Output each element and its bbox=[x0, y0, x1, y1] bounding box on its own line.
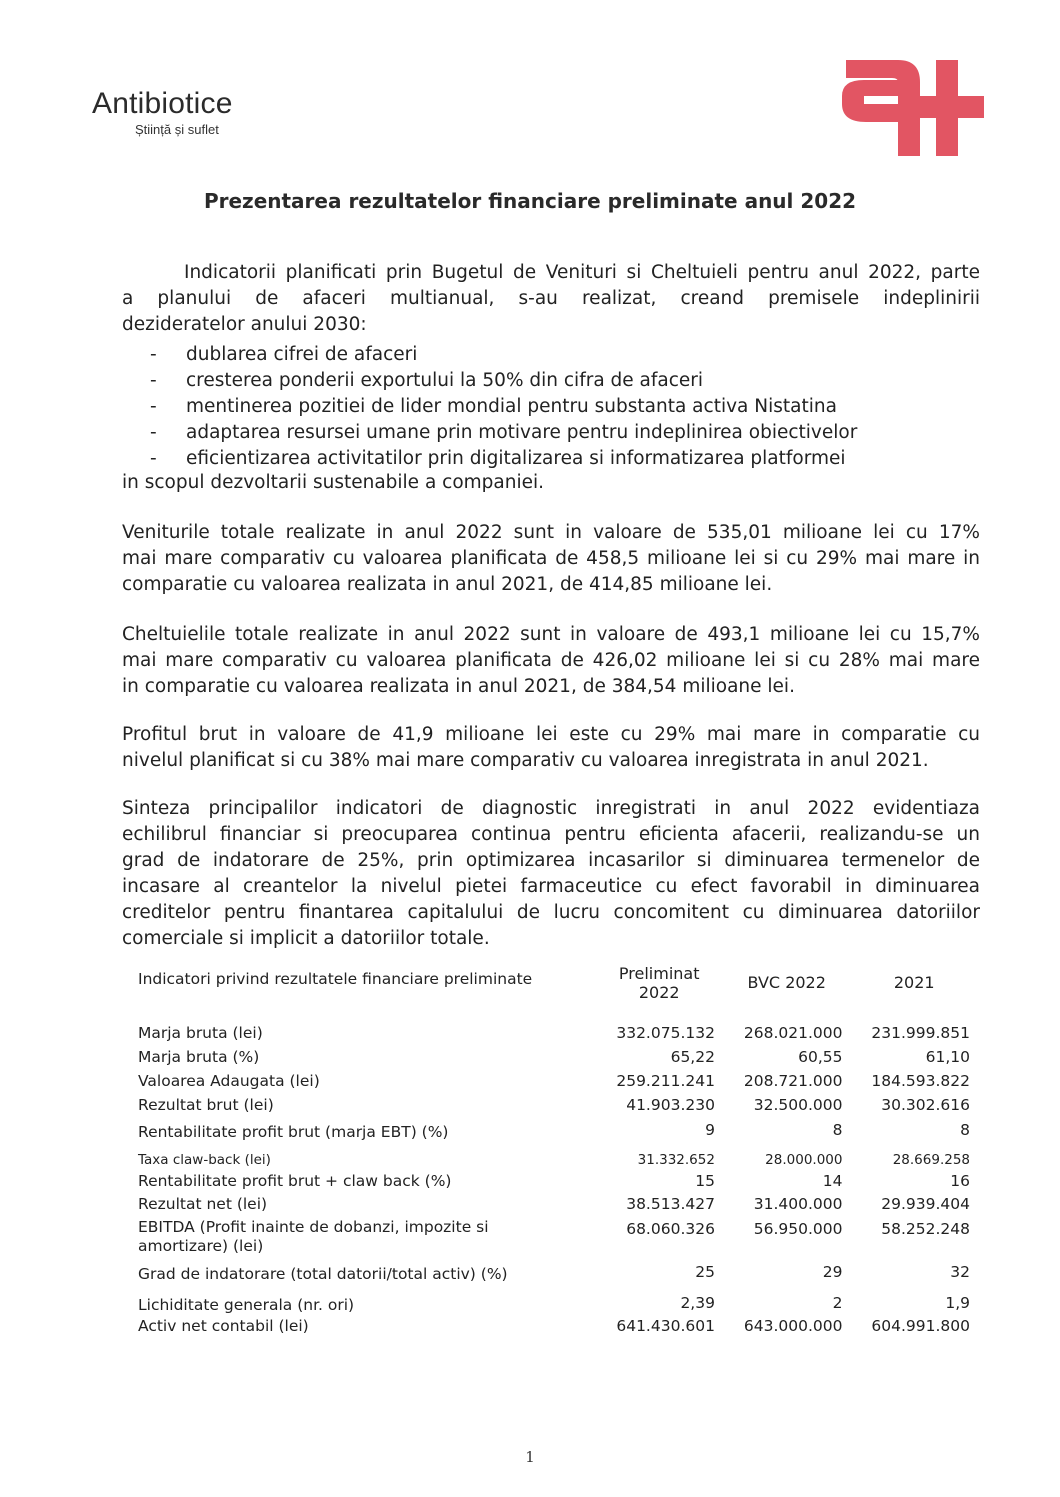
row-label: Rentabilitate profit brut (marja EBT) (%) bbox=[138, 1123, 449, 1141]
a-plus-logo-icon bbox=[836, 52, 988, 162]
list-item-text: eficientizarea activitatilor prin digitalizarea si informatizarea platformei bbox=[186, 448, 846, 469]
header-bvc: BVC 2022 bbox=[747, 973, 826, 992]
cell-2021: 61,10 bbox=[925, 1048, 970, 1066]
cell-preliminat: 31.332.652 bbox=[637, 1152, 715, 1168]
cell-2021: 58.252.248 bbox=[881, 1220, 970, 1238]
cell-2021: 184.593.822 bbox=[871, 1072, 970, 1090]
cell-bvc: 28.000.000 bbox=[765, 1152, 843, 1168]
cell-preliminat: 65,22 bbox=[670, 1048, 715, 1066]
table-row bbox=[138, 1091, 978, 1115]
cell-bvc: 56.950.000 bbox=[753, 1220, 843, 1238]
cell-preliminat: 68.060.326 bbox=[626, 1220, 715, 1238]
objectives-list bbox=[150, 342, 857, 472]
paragraph-line: creditelor pentru finantarea capitalului de lucru concomitent cu diminuarea datoriilor bbox=[122, 902, 980, 923]
table-row bbox=[138, 1284, 978, 1315]
list-item bbox=[150, 420, 857, 446]
bullet-marker: - bbox=[150, 396, 157, 417]
cell-bvc: 8 bbox=[832, 1121, 843, 1139]
table-row bbox=[138, 1256, 978, 1284]
cell-preliminat: 332.075.132 bbox=[616, 1024, 715, 1042]
cell-2021: 29.939.404 bbox=[881, 1195, 970, 1213]
page-title: Prezentarea rezultatelor financiare preliminate anul 2022 bbox=[203, 189, 857, 213]
paragraph-line: nivelul planificat si cu 38% mai mare comparativ cu valoarea inregistrata in anul 2021. bbox=[122, 750, 929, 771]
brand-name: Antibiotice bbox=[92, 87, 233, 120]
bullet-marker: - bbox=[150, 370, 157, 391]
intro-line: a planului de afaceri multianual, s-au realizat, creand premisele indeplinirii bbox=[122, 288, 980, 309]
cell-bvc: 32.500.000 bbox=[753, 1096, 843, 1114]
cell-bvc: 29 bbox=[822, 1263, 843, 1281]
paragraph-line: in comparatie cu valoarea realizata in anul 2021, de 384,54 milioane lei. bbox=[122, 676, 795, 697]
header-indicator: Indicatori privind rezultatele financiare preliminate bbox=[138, 970, 533, 988]
cell-bvc: 14 bbox=[822, 1172, 843, 1190]
table-row bbox=[138, 1002, 978, 1043]
intro-paragraph bbox=[122, 260, 980, 338]
row-label: Valoarea Adaugata (lei) bbox=[138, 1072, 320, 1090]
cell-2021: 30.302.616 bbox=[881, 1096, 970, 1114]
list-item bbox=[150, 342, 857, 368]
row-label: Rezultat net (lei) bbox=[138, 1195, 268, 1213]
cell-2021: 16 bbox=[950, 1172, 970, 1190]
paragraph-line: mai mare comparativ cu valoarea planificata de 426,02 milioane lei si cu 28% mai mare bbox=[122, 650, 980, 671]
cell-2021: 604.991.800 bbox=[871, 1317, 970, 1335]
table-row bbox=[138, 1142, 978, 1170]
profit-paragraph bbox=[122, 722, 980, 774]
header-preliminat bbox=[595, 964, 723, 1002]
paragraph-line: Veniturile totale realizate in anul 2022 sunt in valoare de 535,01 milioane lei cu 17% bbox=[122, 522, 980, 543]
table-row bbox=[138, 1067, 978, 1091]
row-label: Activ net contabil (lei) bbox=[138, 1317, 309, 1335]
cell-bvc: 2 bbox=[832, 1294, 843, 1312]
table-header-row bbox=[138, 964, 978, 1002]
expenses-paragraph bbox=[122, 622, 980, 700]
brand-block bbox=[92, 88, 233, 137]
list-item-text: cresterea ponderii exportului la 50% din cifra de afaceri bbox=[186, 370, 704, 391]
row-label: Lichiditate generala (nr. ori) bbox=[138, 1296, 355, 1314]
paragraph-line: incasare al creantelor la nivelul pietei farmaceutice cu efect favorabil in diminuarea bbox=[122, 876, 980, 897]
paragraph-line: comparatie cu valoarea realizata in anul 2021, de 414,85 milioane lei. bbox=[122, 574, 773, 595]
table-row bbox=[138, 1191, 978, 1214]
bullet-marker: - bbox=[150, 344, 157, 365]
list-item bbox=[150, 394, 857, 420]
cell-preliminat: 25 bbox=[695, 1263, 715, 1281]
row-label-line: EBITDA (Profit inainte de dobanzi, impozite si bbox=[138, 1218, 489, 1236]
paragraph-line: comerciale si implicit a datoriilor totale. bbox=[122, 928, 490, 949]
row-label: Rezultat brut (lei) bbox=[138, 1096, 274, 1114]
row-label: Marja bruta (%) bbox=[138, 1048, 260, 1066]
paragraph-line: mai mare comparativ cu valoarea planificata de 458,5 milioane lei si cu 29% mai mare in bbox=[122, 548, 980, 569]
list-item-text: dublarea cifrei de afaceri bbox=[186, 344, 418, 365]
page-number: 1 bbox=[525, 1448, 535, 1466]
row-label-ebitda bbox=[138, 1214, 595, 1256]
intro-line: dezideratelor anului 2030: bbox=[122, 314, 367, 335]
header-2021: 2021 bbox=[893, 973, 935, 992]
bullet-marker: - bbox=[150, 422, 157, 443]
table-row bbox=[138, 1043, 978, 1067]
cell-preliminat: 38.513.427 bbox=[626, 1195, 715, 1213]
list-item bbox=[150, 446, 857, 472]
row-label: Marja bruta (lei) bbox=[138, 1024, 263, 1042]
row-label: Grad de indatorare (total datorii/total activ) (%) bbox=[138, 1265, 508, 1283]
cell-bvc: 268.021.000 bbox=[743, 1024, 843, 1042]
row-label: Rentabilitate profit brut + claw back (%) bbox=[138, 1172, 452, 1190]
cell-2021: 1,9 bbox=[945, 1294, 970, 1312]
cell-bvc: 60,55 bbox=[798, 1048, 843, 1066]
bullet-marker: - bbox=[150, 448, 157, 469]
paragraph-line: Sinteza principalilor indicatori de diagnostic inregistrati in anul 2022 evidentiaza bbox=[122, 798, 980, 819]
table-row bbox=[138, 1170, 978, 1191]
paragraph-line: Cheltuielile totale realizate in anul 2022 sunt in valoare de 493,1 milioane lei cu 15,7% bbox=[122, 624, 980, 645]
list-item bbox=[150, 368, 857, 394]
cell-preliminat: 2,39 bbox=[680, 1294, 715, 1312]
intro-closing: in scopul dezvoltarii sustenabile a companiei. bbox=[122, 472, 545, 493]
financial-indicators-table bbox=[138, 964, 978, 1336]
diagnostic-paragraph bbox=[122, 796, 980, 952]
table-row bbox=[138, 1115, 978, 1142]
paragraph-line: Profitul brut in valoare de 41,9 milioane lei este cu 29% mai mare in comparatie cu bbox=[122, 724, 980, 745]
cell-2021: 8 bbox=[960, 1121, 970, 1139]
table-row bbox=[138, 1214, 978, 1256]
cell-preliminat: 41.903.230 bbox=[626, 1096, 715, 1114]
intro-line: Indicatorii planificati prin Bugetul de Venituri si Cheltuieli pentru anul 2022, parte bbox=[184, 262, 980, 283]
cell-2021: 231.999.851 bbox=[871, 1024, 970, 1042]
cell-preliminat: 641.430.601 bbox=[616, 1317, 715, 1335]
cell-preliminat: 259.211.241 bbox=[616, 1072, 715, 1090]
paragraph-line: echilibrul financiar si preocuparea continua pentru eficienta afacerii, realizandu-se un bbox=[122, 824, 980, 845]
revenue-paragraph bbox=[122, 520, 980, 598]
row-label-line: amortizare) (lei) bbox=[138, 1237, 264, 1255]
cell-bvc: 643.000.000 bbox=[743, 1317, 843, 1335]
row-label: Taxa claw-back (lei) bbox=[138, 1152, 271, 1168]
list-item-text: adaptarea resursei umane prin motivare pentru indeplinirea obiectivelor bbox=[186, 422, 858, 443]
cell-preliminat: 15 bbox=[695, 1172, 715, 1190]
cell-preliminat: 9 bbox=[705, 1121, 715, 1139]
cell-bvc: 31.400.000 bbox=[753, 1195, 843, 1213]
table-row bbox=[138, 1315, 978, 1336]
cell-bvc: 208.721.000 bbox=[743, 1072, 843, 1090]
cell-2021: 28.669.258 bbox=[892, 1152, 970, 1168]
paragraph-line: grad de indatorare de 25%, prin optimizarea incasarilor si diminuarea termenelor de bbox=[122, 850, 980, 871]
cell-2021: 32 bbox=[950, 1263, 970, 1281]
list-item-text: mentinerea pozitiei de lider mondial pentru substanta activa Nistatina bbox=[186, 396, 837, 417]
header-preliminat-line2: 2022 bbox=[638, 983, 680, 1002]
brand-tagline: Știință și suflet bbox=[135, 122, 219, 137]
header-preliminat-line1: Preliminat bbox=[618, 964, 700, 983]
